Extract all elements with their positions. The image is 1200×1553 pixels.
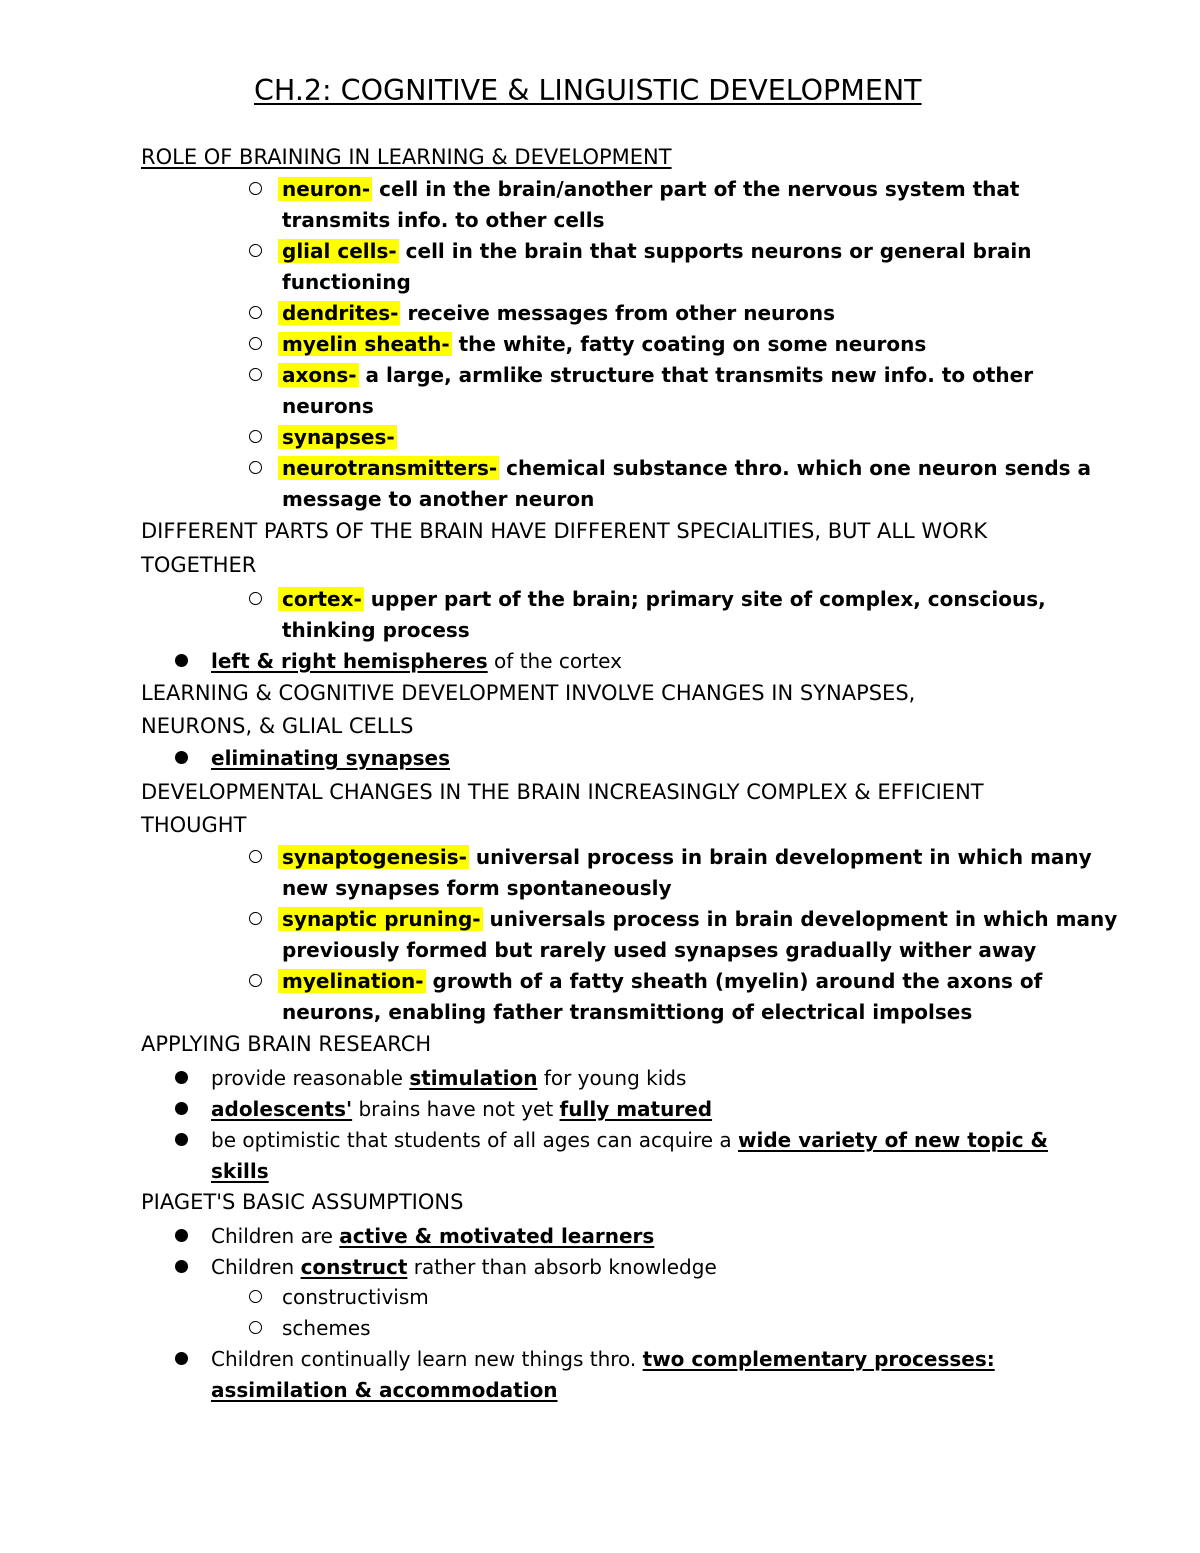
- bullet-text: of the cortex: [487, 649, 622, 673]
- circle-bullet-icon: [249, 368, 262, 381]
- bullet-line: [211, 1066, 686, 1090]
- term-definition: upper part of the brain; primary site of complex, conscious,: [363, 587, 1046, 611]
- bullet-text: Children continually learn new things thro.: [211, 1347, 643, 1371]
- bullet-text: provide reasonable: [211, 1066, 410, 1090]
- section-heading: PIAGET'S BASIC ASSUMPTIONS: [141, 1190, 464, 1214]
- bullet-emphasis: two complementary processes:: [642, 1347, 995, 1371]
- bullet-text: be optimistic that students of all ages can acquire a: [211, 1128, 739, 1152]
- bullet-emphasis: construct: [300, 1255, 408, 1279]
- term-highlight: cortex-: [278, 587, 364, 611]
- bullet-emphasis: eliminating synapses: [211, 746, 451, 770]
- bullet-text: rather than absorb knowledge: [407, 1255, 717, 1279]
- term-line: [278, 239, 1031, 263]
- term-highlight: neurotransmitters-: [278, 456, 499, 480]
- section-heading-cont: THOUGHT: [141, 813, 247, 837]
- bullet-line: [211, 1347, 995, 1371]
- term-definition: chemical substance thro. which one neuron sends a: [499, 456, 1092, 480]
- term-definition: cell in the brain/another part of the nervous system that: [372, 177, 1020, 201]
- circle-bullet-icon: [249, 1290, 262, 1303]
- circle-bullet-icon: [249, 1321, 262, 1334]
- term-highlight: myelination-: [278, 969, 426, 993]
- term-line: [278, 177, 1019, 201]
- sub-item: schemes: [282, 1316, 371, 1340]
- section-heading: ROLE OF BRAINING IN LEARNING & DEVELOPMENT: [141, 145, 672, 169]
- bullet-line: [211, 1097, 712, 1121]
- bullet-emphasis: fully matured: [559, 1097, 713, 1121]
- bullet-emphasis: left & right hemispheres: [211, 649, 488, 673]
- term-definition-cont: thinking process: [282, 618, 470, 642]
- bullet-line: [211, 649, 622, 673]
- circle-bullet-icon: [249, 912, 262, 925]
- term-definition: universal process in brain development in which many: [468, 845, 1092, 869]
- sub-item: constructivism: [282, 1285, 429, 1309]
- term-highlight: neuron-: [278, 177, 372, 201]
- filled-bullet-icon: [175, 1071, 188, 1084]
- term-definition: a large, armlike structure that transmits new info. to other: [358, 363, 1034, 387]
- circle-bullet-icon: [249, 244, 262, 257]
- bullet-text: brains have not yet: [352, 1097, 560, 1121]
- section-heading-cont: NEURONS, & GLIAL CELLS: [141, 714, 414, 738]
- term-highlight: myelin sheath-: [278, 332, 452, 356]
- term-definition-cont: message to another neuron: [282, 487, 595, 511]
- bullet-emphasis: wide variety of new topic &: [738, 1128, 1048, 1152]
- filled-bullet-icon: [175, 1352, 188, 1365]
- filled-bullet-icon: [175, 1133, 188, 1146]
- section-heading: LEARNING & COGNITIVE DEVELOPMENT INVOLVE CHANGES IN SYNAPSES,: [141, 681, 916, 705]
- filled-bullet-icon: [175, 654, 188, 667]
- bullet-text: for young kids: [537, 1066, 687, 1090]
- term-definition-cont: neurons: [282, 394, 374, 418]
- term-highlight: glial cells-: [278, 239, 399, 263]
- circle-bullet-icon: [249, 337, 262, 350]
- term-line: [278, 969, 1042, 993]
- bullet-emphasis-cont: assimilation & accommodation: [211, 1378, 558, 1402]
- bullet-line: [211, 746, 450, 770]
- section-heading-cont: TOGETHER: [141, 553, 257, 577]
- bullet-emphasis-cont: skills: [211, 1159, 269, 1183]
- term-definition-cont: previously formed but rarely used synapses gradually wither away: [282, 938, 1037, 962]
- circle-bullet-icon: [249, 430, 262, 443]
- term-line: [278, 301, 835, 325]
- term-highlight: synapses-: [278, 425, 397, 449]
- term-highlight: axons-: [278, 363, 359, 387]
- term-highlight: synaptogenesis-: [278, 845, 469, 869]
- term-definition: universals process in brain development in which many: [482, 907, 1118, 931]
- filled-bullet-icon: [175, 1229, 188, 1242]
- term-definition-cont: functioning: [282, 270, 411, 294]
- term-definition: receive messages from other neurons: [400, 301, 835, 325]
- section-heading: DIFFERENT PARTS OF THE BRAIN HAVE DIFFERENT SPECIALITIES, BUT ALL WORK: [141, 519, 988, 543]
- term-definition: growth of a fatty sheath (myelin) around the axons of: [425, 969, 1043, 993]
- term-line: [278, 363, 1033, 387]
- circle-bullet-icon: [249, 182, 262, 195]
- term-line: [278, 332, 926, 356]
- bullet-line: [211, 1224, 654, 1248]
- bullet-line: [211, 1128, 1048, 1152]
- circle-bullet-icon: [249, 974, 262, 987]
- bullet-emphasis: adolescents': [211, 1097, 353, 1121]
- bullet-line: [211, 1255, 717, 1279]
- term-definition-cont: neurons, enabling father transmittiong of electrical impolses: [282, 1000, 973, 1024]
- circle-bullet-icon: [249, 592, 262, 605]
- section-heading: APPLYING BRAIN RESEARCH: [141, 1032, 432, 1056]
- term-line: [278, 587, 1046, 611]
- term-highlight: dendrites-: [278, 301, 400, 325]
- term-line: [278, 907, 1117, 931]
- term-definition: the white, fatty coating on some neurons: [451, 332, 927, 356]
- term-definition-cont: new synapses form spontaneously: [282, 876, 672, 900]
- filled-bullet-icon: [175, 1260, 188, 1273]
- filled-bullet-icon: [175, 1102, 188, 1115]
- circle-bullet-icon: [249, 850, 262, 863]
- page-title: CH.2: COGNITIVE & LINGUISTIC DEVELOPMENT: [254, 74, 922, 107]
- circle-bullet-icon: [249, 306, 262, 319]
- term-highlight: synaptic pruning-: [278, 907, 483, 931]
- bullet-text: Children are: [211, 1224, 340, 1248]
- bullet-emphasis: stimulation: [409, 1066, 538, 1090]
- bullet-emphasis: active & motivated learners: [339, 1224, 655, 1248]
- term-line: [278, 425, 397, 449]
- bullet-text: Children: [211, 1255, 301, 1279]
- filled-bullet-icon: [175, 751, 188, 764]
- term-definition: cell in the brain that supports neurons or general brain: [398, 239, 1032, 263]
- section-heading: DEVELOPMENTAL CHANGES IN THE BRAIN INCREASINGLY COMPLEX & EFFICIENT: [141, 780, 984, 804]
- circle-bullet-icon: [249, 461, 262, 474]
- term-definition-cont: transmits info. to other cells: [282, 208, 605, 232]
- term-line: [278, 845, 1092, 869]
- term-line: [278, 456, 1091, 480]
